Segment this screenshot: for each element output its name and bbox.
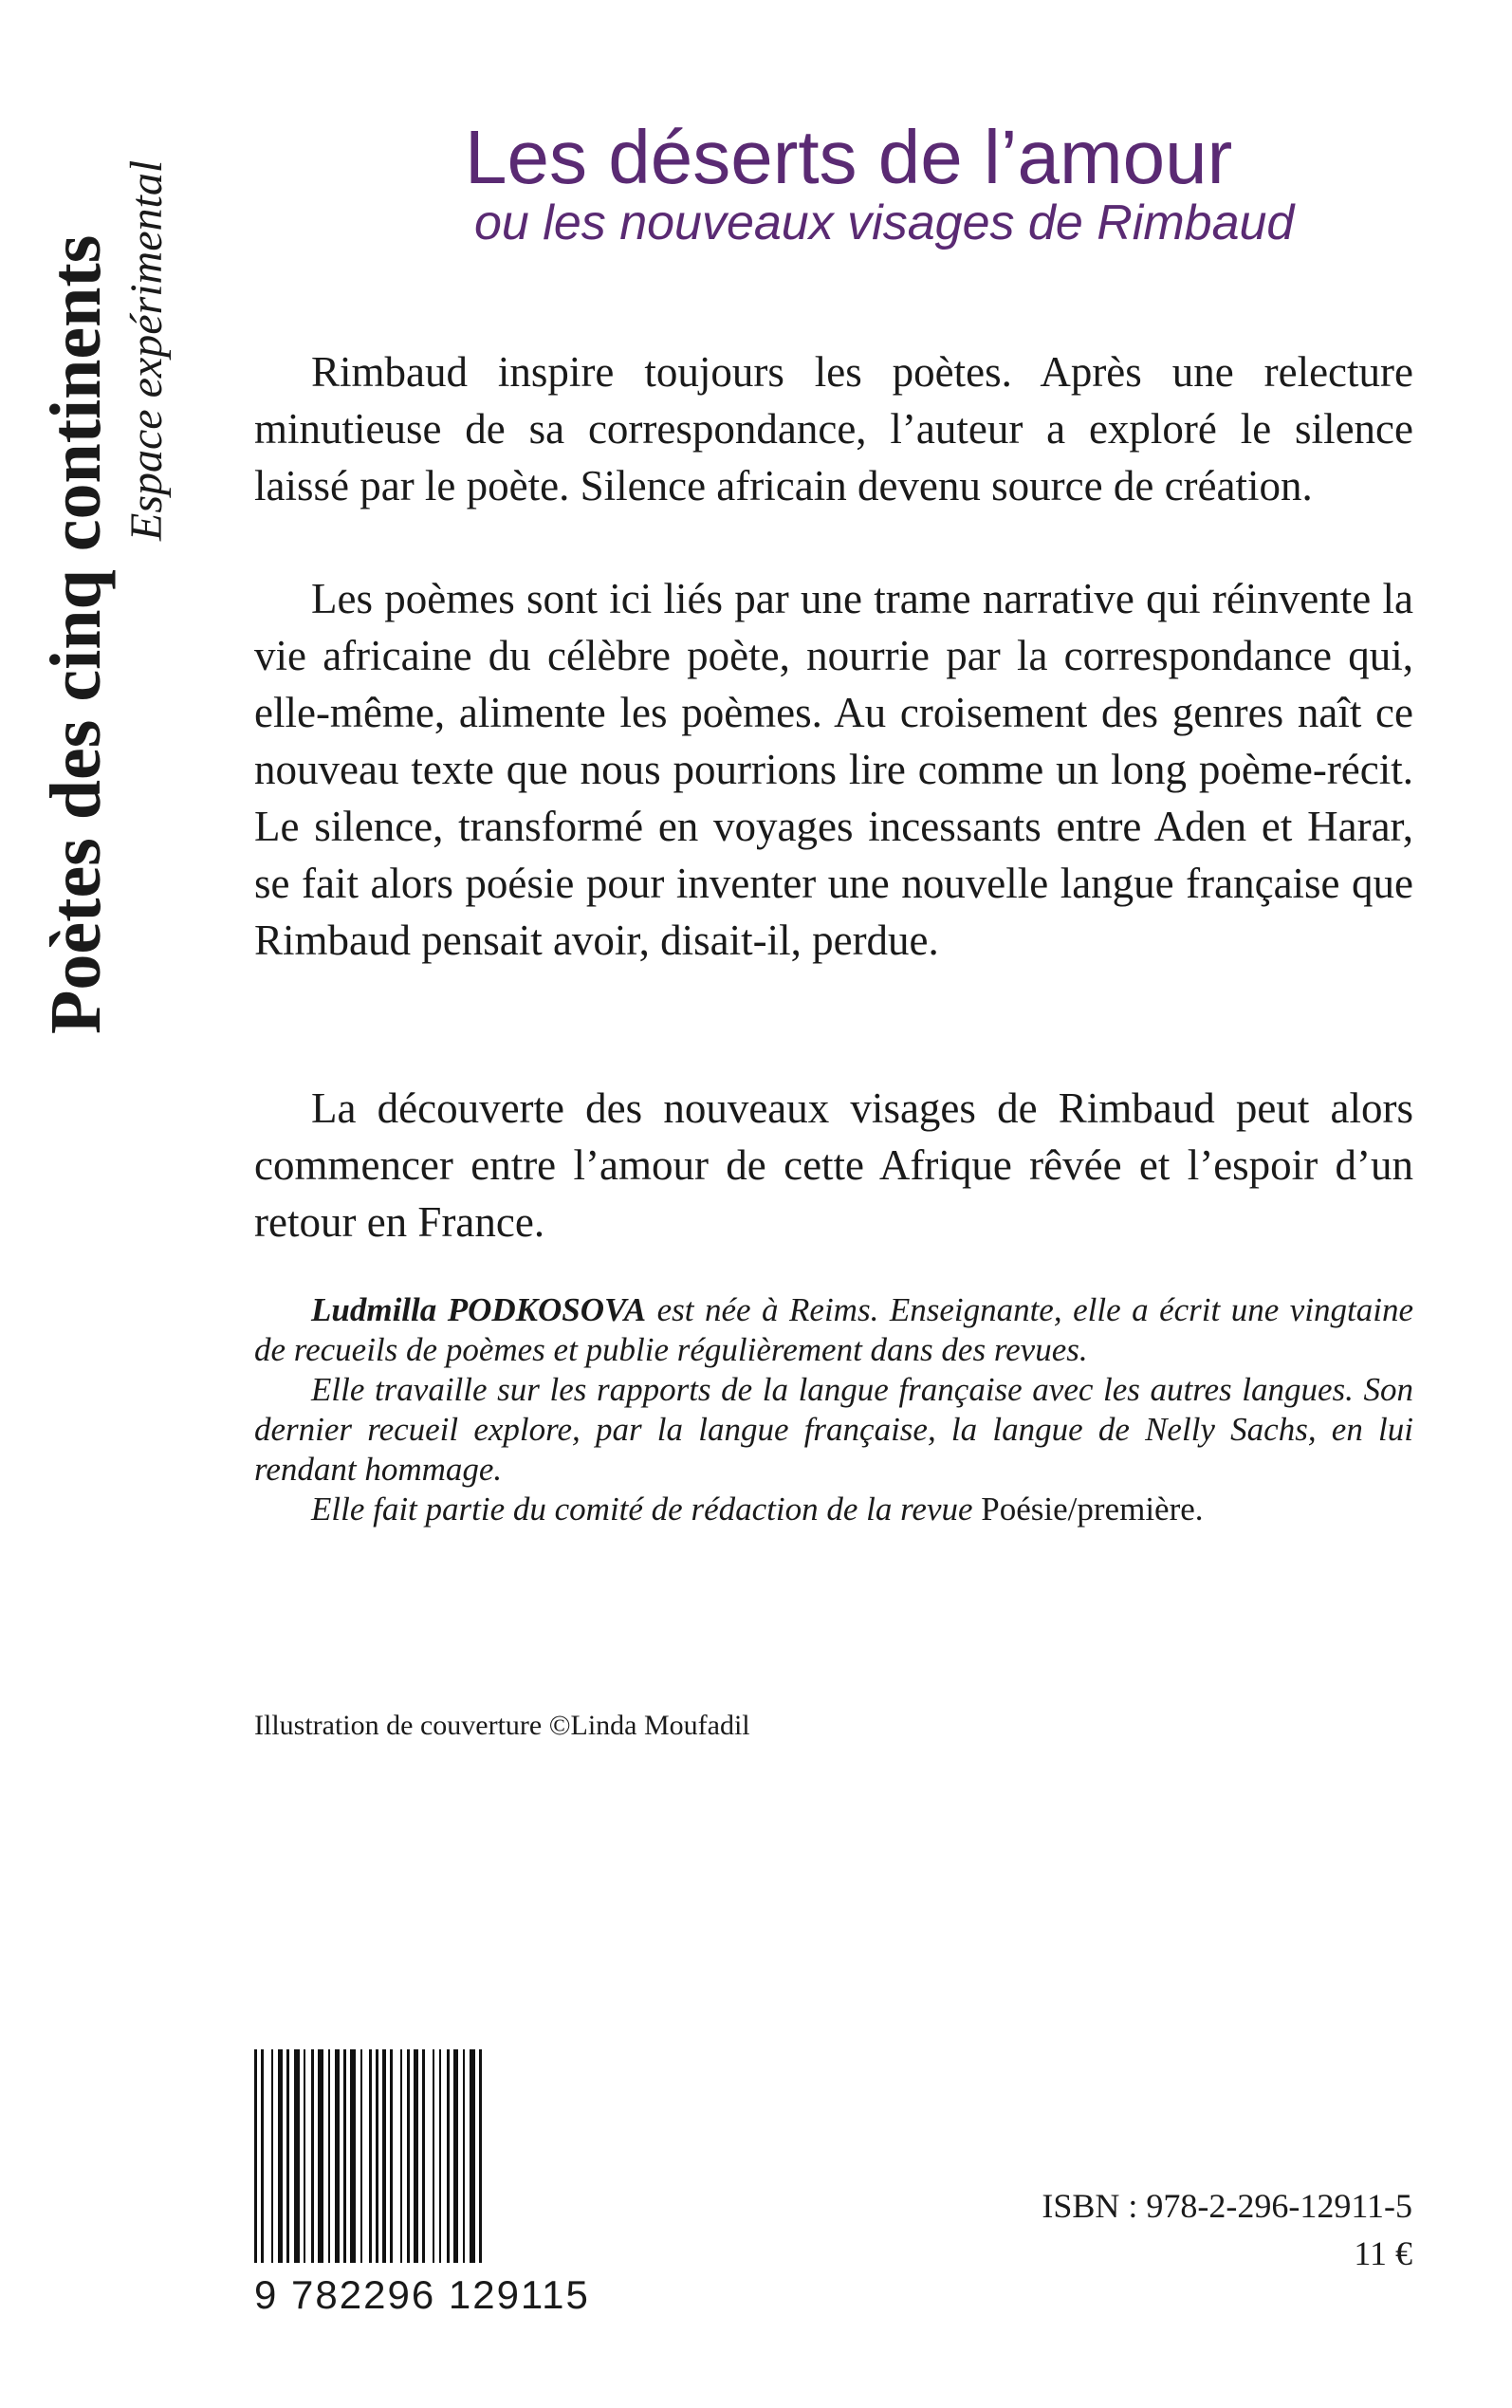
bio-line-1 — [254, 1290, 1413, 1370]
barcode-bar — [335, 2049, 340, 2263]
barcode-bar — [453, 2049, 458, 2263]
barcode-bar — [254, 2049, 257, 2263]
barcode-bar — [369, 2049, 372, 2263]
barcode-bar — [311, 2049, 314, 2263]
barcode-bar — [286, 2049, 289, 2263]
series-title: Poètes des cinq continents — [36, 234, 116, 1034]
barcode-bar — [414, 2049, 418, 2263]
author-bio — [254, 1290, 1413, 1529]
barcode-bar — [479, 2049, 482, 2263]
barcode-bar — [350, 2049, 356, 2263]
barcode-bar — [261, 2049, 264, 2263]
book-title: Les déserts de l’amour — [465, 115, 1233, 199]
paragraph-text: Les poèmes sont ici liés par une trame narrative qui réinvente la vie africaine du célèbre poète, nourrie par la correspondance qui, elle-même, alimente les poèmes. Au croisement des genres naît ce nouveau texte que nous pourrions lire comme un long poème-récit. Le silence, transformé en voyages incessants entre Aden et Harar, se fait alors poésie pour inventer une nouvelle langue française que Rimbaud pensait avoir, disait-il, perdue. — [254, 575, 1413, 964]
author-name: Ludmilla PODKOSOVA — [311, 1291, 647, 1328]
barcode-bar — [422, 2049, 425, 2263]
barcode-bar — [400, 2049, 402, 2263]
barcode-number: 9 782296 129115 — [254, 2272, 590, 2317]
barcode-bar — [318, 2049, 323, 2263]
barcode-bar — [439, 2049, 441, 2263]
book-subtitle: ou les nouveaux visages de Rimbaud — [474, 195, 1295, 250]
bio-line-2: Elle travaille sur les rapports de la langue française avec les autres langues. Son dernier recueil explore, par la langue française, la langue de Nelly Sachs, en lui rendant hommage. — [254, 1371, 1413, 1488]
isbn: ISBN : 978-2-296-12911-5 — [1042, 2187, 1412, 2225]
paragraph-text: Rimbaud inspire toujours les poètes. Après une relecture minutieuse de sa correspondance, l’auteur a exploré le silence laissé par le poète. Silence africain devenu source de création. — [254, 348, 1413, 509]
paragraph-text: La découverte des nouveaux visages de Rimbaud peut alors commencer entre l’amour de cette Afrique rêvée et l’espoir d’un retour en France. — [254, 1084, 1413, 1246]
barcode-bar — [304, 2049, 305, 2263]
blurb-paragraph-3 — [254, 1080, 1413, 1250]
cover-credit: Illustration de couverture ©Linda Moufadil — [254, 1710, 750, 1741]
journal-name: Poésie/première. — [981, 1491, 1204, 1528]
barcode-bar — [271, 2049, 273, 2263]
blurb-paragraph-1 — [254, 343, 1413, 514]
barcode-bar — [343, 2049, 346, 2263]
barcode-bar — [470, 2049, 475, 2263]
barcode-bar — [447, 2049, 450, 2263]
barcode-bar — [360, 2049, 362, 2263]
barcode-bar — [390, 2049, 393, 2263]
barcode — [254, 2049, 653, 2301]
barcode-bar — [433, 2049, 434, 2263]
series-subtitle: Espace expérimental — [121, 159, 172, 541]
barcode-bar — [463, 2049, 465, 2263]
bio-line-1-text: est née à Reims. Enseignante, elle a écrit une vingtaine de recueils de poèmes et publie régulièrement dans des revues. — [254, 1291, 1413, 1368]
barcode-bar — [294, 2049, 300, 2263]
price: 11 € — [1354, 2234, 1412, 2272]
barcode-bar — [382, 2049, 386, 2263]
barcode-bar — [328, 2049, 330, 2263]
blurb-paragraph-2 — [254, 570, 1413, 969]
barcode-bar — [407, 2049, 410, 2263]
bio-line-3 — [254, 1490, 1413, 1529]
bio-line-3-text: Elle fait partie du comité de rédaction de la revue — [311, 1491, 982, 1528]
barcode-bar — [278, 2049, 283, 2263]
series-label — [33, 0, 175, 1034]
barcode-bar — [376, 2049, 378, 2263]
